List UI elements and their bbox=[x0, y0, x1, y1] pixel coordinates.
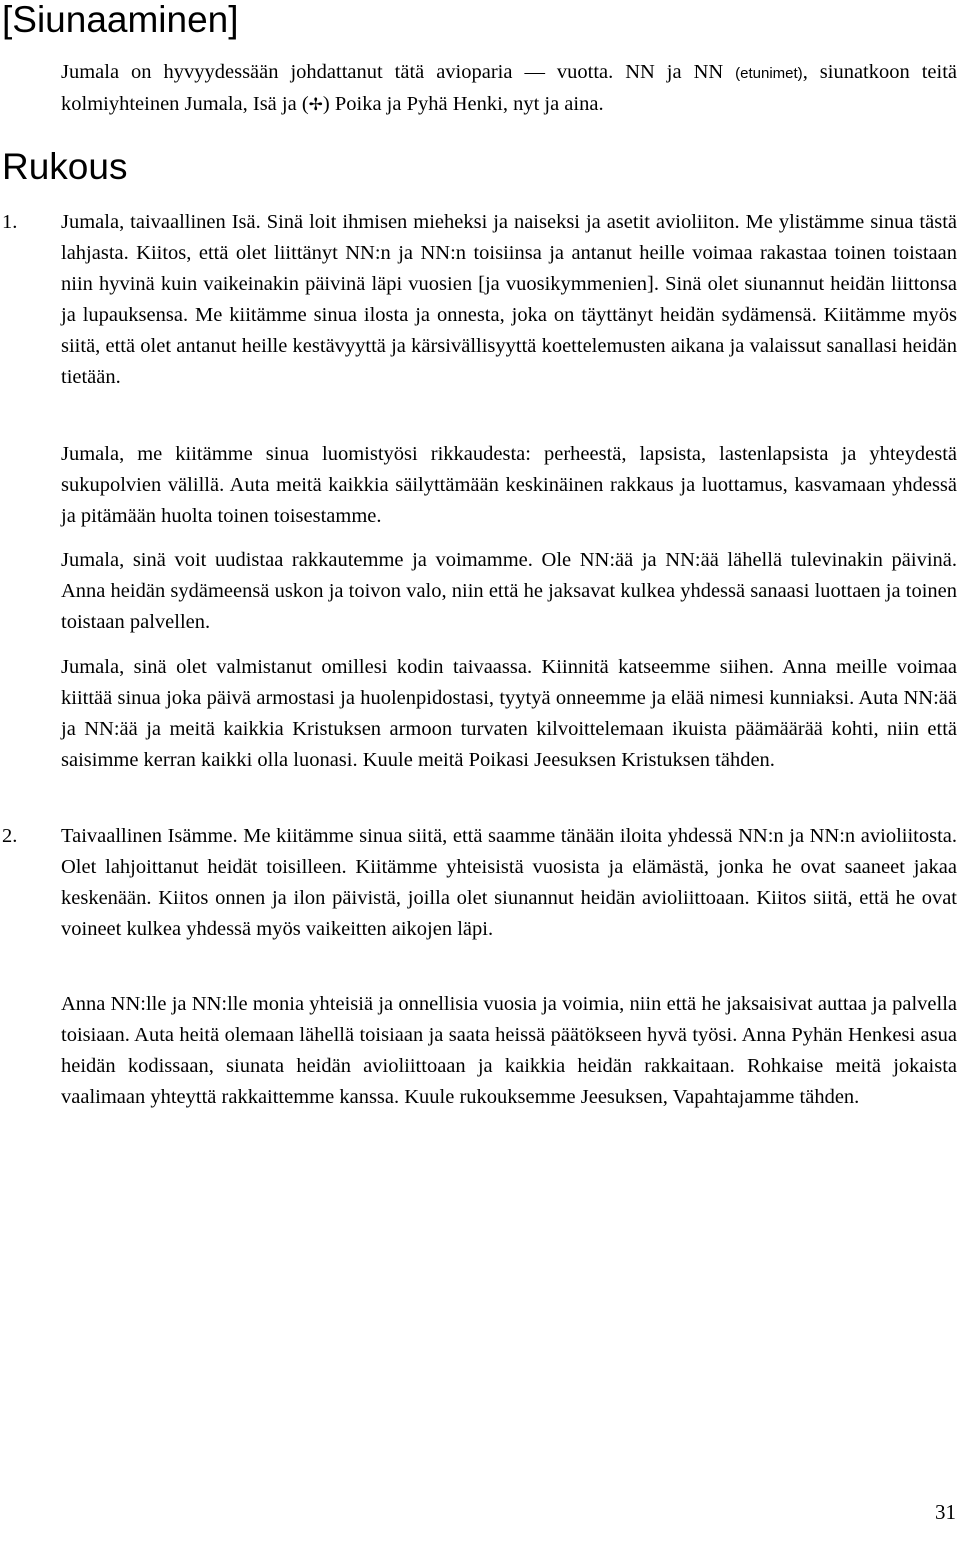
prayer-1-paragraph-3: Jumala, sinä voit uudistaa rakkautemme ja voimamme. Ole NN:ää ja NN:ää lähellä tulevinakin päivinä. Anna heidän sydämeensä uskon ja toivon valo, niin että he jaksavat kulkea yhdessä sanaasi luottaen ja toinen toistaan palvellen. bbox=[61, 549, 957, 633]
blessing-text-start: Jumala on hyvyydessään johdattanut tätä avioparia — vuotta. NN ja NN bbox=[61, 61, 736, 83]
first-names-marker: (etunimet) bbox=[735, 65, 803, 82]
prayer-1-paragraph-2: Jumala, me kiitämme sinua luomistyösi rikkaudesta: perheestä, lapsista, lastenlapsista ja yhteydestä sukupolvien välillä. Auta meitä kaikkia säilyttämään keskinäinen rakkaus ja luottamus, kasvamaan yhdessä ja pitämään huolta toinen toisestamme. bbox=[61, 443, 957, 527]
prayer-2-number: 2. bbox=[2, 825, 18, 847]
prayer-2-paragraph-2: Anna NN:lle ja NN:lle monia yhteisiä ja onnellisia vuosia ja voimia, niin että he jaksaisivat auttaa ja palvella toisiaan. Auta heitä olemaan lähellä toisiaan ja saata heissä päätökseen hyvä työsi. Anna Pyhän Henkesi asua heidän kodissaan, siunata heidän avioliittoaan ja kaikkia heidän rakkaitaan. Rohkaise meitä jokaista vaalimaan yhteyttä rakkaittemme kanssa. Kuule rukouksemme Jeesuksen, Vapahtajamme tähden. bbox=[61, 993, 957, 1108]
section-heading-siunaaminen: [Siunaaminen] bbox=[2, 0, 239, 40]
blessing-text-middle: , siunatkoon teitä kolmiyhteinen Jumala, Isä ja ( bbox=[61, 61, 957, 115]
prayer-1-number: 1. bbox=[2, 211, 18, 233]
section-heading-rukous: Rukous bbox=[2, 146, 128, 187]
cross-icon: ✢ bbox=[308, 95, 323, 115]
prayer-1-paragraph-4: Jumala, sinä olet valmistanut omillesi kodin taivaassa. Kiinnitä katseemme siihen. Anna meille voimaa kiittää sinua joka päivä armostasi ja huolenpidostasi, tyytyä onneemme ja elää nimesi kunniaksi. Auta NN:ää ja NN:ää ja meitä kaikkia Kristuksen armoon turvaten kilvoittelemaan ikuista päämäärää kohti, niin että saisimme kerran kaikki olla luonasi. Kuule meitä Poikasi Jeesuksen Kristuksen tähden. bbox=[61, 656, 957, 771]
prayer-1-paragraph-1: Jumala, taivaallinen Isä. Sinä loit ihmisen mieheksi ja naiseksi ja asetit avioliiton. Me ylistämme sinua tästä lahjasta. Kiitos, että olet liittänyt NN:n ja NN:n toisiinsa ja antanut heille voimaa rakastaa toinen toistaan niin hyvinä kuin vaikeinakin päivinä läpi vuosien [ja vuosikymmenien]. Sinä olet siunannut heidän liittonsa ja lupauksensa. Me kiitämme sinua ilosta ja onnesta, joka on täyttänyt heidän sydämensä. Kiitämme myös siitä, että olet antanut heille kestävyyttä ja kärsivällisyyttä koettelemusten aikana ja valaissut sanallasi heidän tietään. bbox=[61, 211, 957, 388]
prayer-2-paragraph-1: Taivaallinen Isämme. Me kiitämme sinua siitä, että saamme tänään iloita yhdessä NN:n ja NN:n avioliitosta. Olet lahjoittanut heidät toisilleen. Kiitämme yhteisistä vuosista ja elämästä, jonka he ovat saaneet jakaa keskenään. Kiitos onnen ja ilon päivistä, joilla olet siunannut heidän avioliittoaan. Kiitos siitä, että he ovat voineet kulkea yhdessä myös vaikeitten aikojen läpi. bbox=[61, 825, 957, 940]
page-number: 31 bbox=[935, 1500, 956, 1524]
blessing-paragraph bbox=[61, 57, 957, 121]
blessing-text-end: ) Poika ja Pyhä Henki, nyt ja aina. bbox=[322, 93, 604, 115]
